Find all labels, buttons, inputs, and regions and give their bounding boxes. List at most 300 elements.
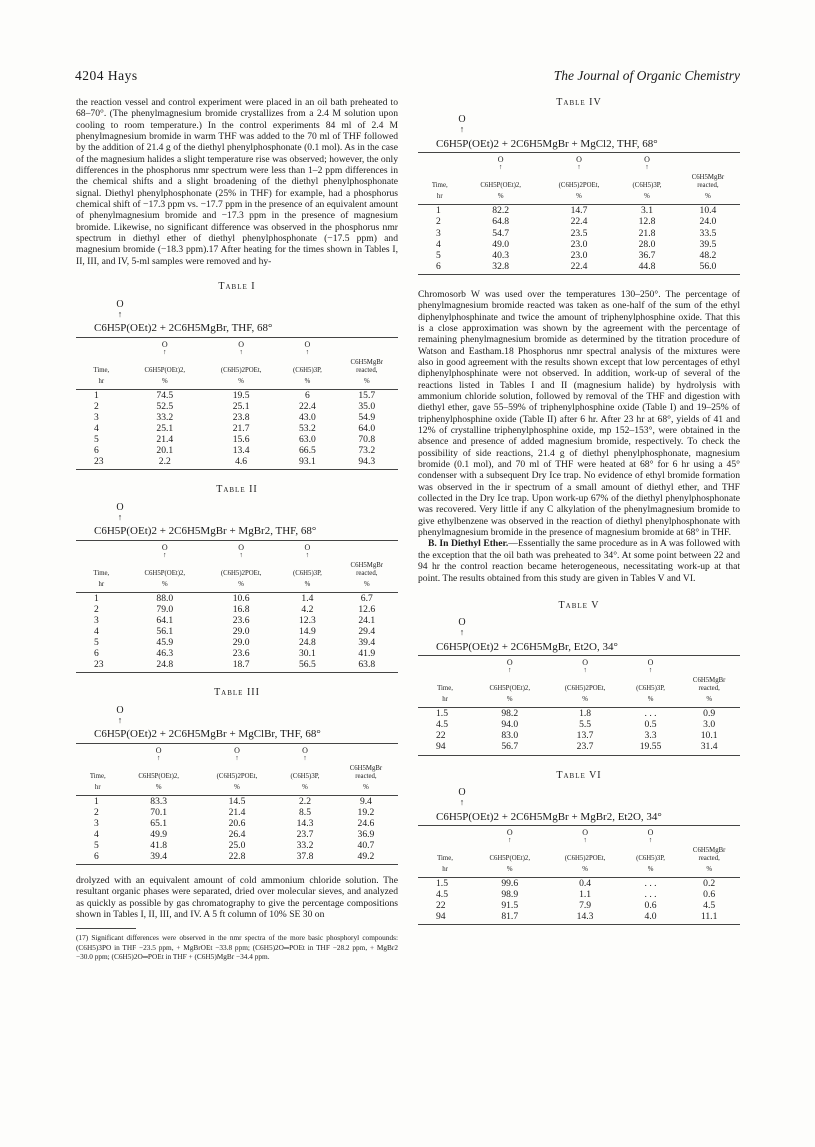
table-cell: 98.9 xyxy=(501,889,519,900)
table-row xyxy=(418,250,740,261)
table-cell: 83.0 xyxy=(501,730,519,742)
table-cell: 45.9 xyxy=(156,636,174,648)
table-cell: 2 xyxy=(94,806,99,818)
column-unit: % xyxy=(363,377,370,385)
column-unit: % xyxy=(304,377,311,385)
table-cell: 0.5 xyxy=(644,719,657,731)
column-header: (C6H5)3P, xyxy=(636,854,665,862)
table-cell: 5 xyxy=(94,839,99,851)
column-unit: hr xyxy=(442,865,448,873)
header-row-oxygen xyxy=(76,337,398,359)
table-cell: 13.7 xyxy=(576,730,594,742)
table-cell: 10.1 xyxy=(700,730,718,742)
table-cell: 54.9 xyxy=(358,411,376,423)
table-cell: 74.5 xyxy=(156,389,174,401)
table-cell: 23 xyxy=(76,456,127,470)
table-cell: 13.4 xyxy=(232,444,250,456)
table-row xyxy=(418,239,740,250)
header-oxygen: O xyxy=(238,339,244,349)
header-row-oxygen xyxy=(418,825,740,847)
right-column xyxy=(418,97,740,925)
header-row-units xyxy=(76,378,398,390)
column-unit: hr xyxy=(98,580,105,588)
table-cell: 39.4 xyxy=(120,851,198,865)
phosphoryl-oxygen: O xyxy=(116,501,124,513)
table-cell: 4.2 xyxy=(301,603,314,615)
diethyl-ether-paragraph xyxy=(418,538,740,583)
table-cell: 73.2 xyxy=(358,444,376,456)
table-cell: 23.7 xyxy=(547,741,622,755)
reaction-equation xyxy=(76,299,398,335)
table-cell: 12.6 xyxy=(358,603,376,615)
table-cell: 63.8 xyxy=(336,659,398,673)
table-row xyxy=(418,216,740,227)
column-unit: % xyxy=(582,865,588,873)
phosphoryl-arrow-icon: ↑ xyxy=(117,308,123,319)
header-row-oxygen xyxy=(76,540,398,562)
table-cell: 56.1 xyxy=(156,625,174,637)
table-cell: 56.0 xyxy=(676,261,740,275)
table-cell: 32.8 xyxy=(462,261,540,275)
phosphoryl-arrow-icon: ↑ xyxy=(117,511,123,522)
table-caption: Table V xyxy=(558,599,600,611)
table-row xyxy=(418,911,740,925)
table-cell: 2 xyxy=(94,400,99,412)
table-cell: 29.4 xyxy=(358,625,376,637)
column-unit: % xyxy=(161,377,168,385)
column-unit: % xyxy=(238,580,244,588)
table-cell: 20.1 xyxy=(156,444,174,456)
table-cell: 15.7 xyxy=(358,389,376,401)
header-arrow-icon: ↑ xyxy=(648,835,653,844)
column-header: Time, xyxy=(437,854,453,862)
table-cell: 6 xyxy=(94,444,99,456)
table-cell: 40.3 xyxy=(492,249,510,261)
table-cell: 14.3 xyxy=(296,817,314,829)
table-row xyxy=(76,840,398,851)
page-number-author: 4204 Hays xyxy=(75,68,138,83)
table-cell: 48.2 xyxy=(699,249,717,261)
table-2 xyxy=(76,484,398,673)
table-row xyxy=(76,434,398,445)
table-cell: 0.9 xyxy=(703,708,716,720)
column-unit: % xyxy=(706,865,712,873)
column-header: (C6H5)2POEt, xyxy=(564,854,606,862)
data-table xyxy=(76,337,398,471)
table-row xyxy=(76,615,398,626)
table-cell: 23.6 xyxy=(232,614,250,626)
table-cell: . . . xyxy=(644,708,657,720)
table-cell: 31.4 xyxy=(678,741,740,755)
column-unit: % xyxy=(582,696,588,704)
table-cell: 2.2 xyxy=(127,456,203,470)
column-header: reacted, xyxy=(698,685,720,693)
table-cell: 33.2 xyxy=(296,839,314,851)
column-unit: % xyxy=(576,193,582,201)
table-cell: 56.7 xyxy=(472,741,547,755)
table-cell: 99.6 xyxy=(501,877,519,889)
table-cell: 46.3 xyxy=(156,647,174,659)
header-row-oxygen xyxy=(418,153,740,175)
equation-text: C6H5P(OEt)2 + 2C6H5MgBr + MgBr2, THF, 68° xyxy=(94,525,317,538)
table-cell: 1.5 xyxy=(436,877,448,889)
header-oxygen: O xyxy=(647,658,654,668)
table-row xyxy=(76,604,398,615)
table-row xyxy=(76,456,398,470)
table-6 xyxy=(418,770,740,926)
column-unit: % xyxy=(647,696,654,704)
header-arrow-icon: ↑ xyxy=(648,666,653,675)
table-cell: 1 xyxy=(94,389,99,401)
table-cell: 24.1 xyxy=(358,614,376,626)
table-cell: 36.7 xyxy=(638,249,656,261)
table-cell: 8.5 xyxy=(299,806,311,818)
column-header: (C6H5)3P, xyxy=(290,772,320,780)
table-cell: 23.5 xyxy=(570,227,588,239)
phosphoryl-arrow-icon: ↑ xyxy=(459,627,465,638)
table-row xyxy=(76,389,398,401)
table-cell: 5 xyxy=(94,636,99,648)
table-cell: 22.8 xyxy=(198,851,276,865)
table-cell: 18.7 xyxy=(203,659,279,673)
table-cell: 23.0 xyxy=(570,249,588,261)
column-header: (C6H5)3P, xyxy=(632,182,662,190)
equation-text: C6H5P(OEt)2 + 2C6H5MgBr, Et2O, 34° xyxy=(436,640,618,653)
table-caption: Table I xyxy=(218,281,256,293)
table-cell: 25.1 xyxy=(156,422,174,434)
table-cell: 65.1 xyxy=(150,817,168,829)
table-row xyxy=(76,659,398,673)
table-cell: 22 xyxy=(436,730,446,742)
table-cell: 49.2 xyxy=(334,851,398,865)
header-arrow-icon: ↑ xyxy=(577,163,581,172)
column-header: (C6H5)2POEt, xyxy=(216,772,258,780)
table-cell: 7.9 xyxy=(579,900,592,912)
table-cell: 24.0 xyxy=(699,216,717,228)
table-cell: 54.7 xyxy=(492,227,510,239)
header-oxygen: O xyxy=(582,827,588,837)
table-cell: 64.8 xyxy=(492,216,510,228)
column-header: C6H5P(OEt)2, xyxy=(480,182,521,190)
column-header: reacted, xyxy=(355,772,377,780)
column-unit: % xyxy=(238,377,244,385)
table-row xyxy=(76,626,398,637)
table-1 xyxy=(76,281,398,470)
reaction-equation xyxy=(418,787,740,823)
phosphoryl-arrow-icon: ↑ xyxy=(459,124,465,135)
table-cell: 5 xyxy=(436,249,441,261)
column-header: C6H5MgBr xyxy=(349,764,383,772)
table-cell: 23.0 xyxy=(570,238,588,250)
table-row xyxy=(76,401,398,412)
table-cell: 0.6 xyxy=(703,889,716,900)
header-arrow-icon: ↑ xyxy=(156,753,161,762)
table-cell: 1.4 xyxy=(301,592,314,604)
section-heading-b: B. In Diethyl Ether. xyxy=(428,538,509,550)
column-unit: % xyxy=(234,783,240,791)
results-paragraph: Chromosorb W was used over the temperatures 130–250°. The percentage of phenylmagnesium bromide reacted was taken as one-half of the sum of the ethyl diphenylphosphinate and twice the amount of triphenylphosphine oxide. That this is a close approximation was shown by the agreement with the percentage of remaining phenylmagnesium bromide as determined by the titration procedure of Watson and Eastham.18 Phosphorus nmr spectral analysis of the mixtures were also in good agreement with the results shown except that low percentages of ethyl diphenylphosphinate were not observed. In addition, work-up of several of the reactions listed in Tables I and II (magnesium halide) by hydrolysis with ammonium chloride solution, followed by removal of the THF and digestion with diethyl ether, gave 55–59% of triphenylphosphine oxide (Table I) and 19–25% of triphenylphosphine oxide (Table II) after 6 hr. After 23 hr at 68°, yields of 41 and 12% of crystalline triphenylphosphine oxide, mp 152–153°, were obtained in the absence and presence of added magnesium bromide, respectively. To check the possibility of side reactions, 21.4 g of diethyl phenylphosphonate, magnesium bromide (0.1 mol), and 70 ml of THF were heated at 68° for 6 hr using a 45° condenser with a subsequent Dry Ice trap. No evidence of ethyl bromide formation was observed in the ir spectrum of a small amount of diethyl ether, and THF collected in the Dry Ice trap. Upon work-up 67% of the diethyl phenylphosphonate was recovered. Very little if any C alkylation of the phenylmagnesium bromide to give ethylbenzene was observed in the reaction of diethyl phenylphosphonate with phenylmagnesium bromide in the presence of magnesium bromide at 68° in THF. xyxy=(418,288,740,539)
table-row xyxy=(76,795,398,807)
table-cell: 1 xyxy=(94,795,99,807)
table-cell: 64.0 xyxy=(358,422,376,434)
column-header: reacted, xyxy=(356,569,378,577)
header-arrow-icon: ↑ xyxy=(239,550,243,559)
data-table xyxy=(418,152,740,275)
header-row-units xyxy=(418,866,740,878)
header-arrow-icon: ↑ xyxy=(498,163,503,172)
equation-text: C6H5P(OEt)2 + 2C6H5MgBr, THF, 68° xyxy=(94,322,273,335)
table-3 xyxy=(76,687,398,865)
table-cell: 1 xyxy=(436,205,441,217)
header-oxygen: O xyxy=(238,542,244,552)
table-cell: 3 xyxy=(436,227,441,239)
column-header: reacted, xyxy=(356,366,378,374)
footnote-17: (17) Significant differences were observed in the nmr spectra of the more basic phosphoryl compounds: (C6H5)3PO in THF −23.5 ppm, + MgBrOEt −33.8 ppm; (C6H5)2O═POEt in THF −28.2 ppm, + MgBr2 −30.0 ppm; (C6H5)2O═POEt in THF + (C6H5)MgBr −34.4 ppm. xyxy=(76,933,398,961)
column-header: Time, xyxy=(93,366,110,374)
table-row xyxy=(418,205,740,217)
table-row xyxy=(76,818,398,829)
phosphoryl-oxygen: O xyxy=(458,114,466,126)
header-arrow-icon: ↑ xyxy=(583,666,587,675)
header-arrow-icon: ↑ xyxy=(507,835,512,844)
column-unit: hr xyxy=(442,696,448,704)
column-header: (C6H5)2POEt, xyxy=(220,366,262,374)
table-cell: 70.1 xyxy=(150,806,168,818)
header-arrow-icon: ↑ xyxy=(239,347,243,356)
phosphoryl-oxygen: O xyxy=(458,786,466,798)
header-oxygen: O xyxy=(234,745,240,755)
table-cell: 49.9 xyxy=(150,828,168,840)
table-cell: 3 xyxy=(94,411,99,423)
header-row-oxygen xyxy=(76,743,398,765)
header-arrow-icon: ↑ xyxy=(583,835,587,844)
table-cell: 1.1 xyxy=(579,889,592,900)
table-cell: 4 xyxy=(436,238,441,250)
table-row xyxy=(418,889,740,900)
table-cell: 23.7 xyxy=(296,828,314,840)
table-cell: 4.5 xyxy=(703,900,716,912)
header-arrow-icon: ↑ xyxy=(163,347,167,356)
table-cell: 9.4 xyxy=(359,795,372,807)
column-header: C6H5MgBr xyxy=(692,677,726,685)
table-cell: 19.2 xyxy=(357,806,375,818)
table-cell: 40.7 xyxy=(357,839,375,851)
header-arrow-icon: ↑ xyxy=(303,753,307,762)
table-row xyxy=(418,719,740,730)
column-unit: % xyxy=(644,193,650,201)
table-cell: 98.2 xyxy=(501,708,519,720)
table-cell: 19.55 xyxy=(623,741,679,755)
table-cell: 14.3 xyxy=(547,911,622,925)
outro-paragraph: drolyzed with an equivalent amount of cold ammonium chloride solution. The resultant organic phases were separated, dried over molecular sieves, and analyzed as quickly as possible by gas chromatography to give the percentage compositions shown in Tables I, II, III, and IV. A 5 ft column of 10% SE 30 on xyxy=(76,875,398,921)
column-header: (C6H5)3P, xyxy=(292,366,322,374)
table-cell: 12.8 xyxy=(638,216,656,228)
header-oxygen: O xyxy=(644,155,650,165)
table-cell: 37.8 xyxy=(276,851,334,865)
table-cell: 82.2 xyxy=(492,205,510,217)
table-cell: 24.6 xyxy=(357,817,375,829)
header-oxygen: O xyxy=(506,827,513,837)
table-row xyxy=(418,877,740,889)
table-cell: 23.6 xyxy=(232,647,250,659)
header-row-labels xyxy=(418,677,740,696)
header-arrow-icon: ↑ xyxy=(305,550,310,559)
table-cell: 2 xyxy=(436,216,441,228)
table-cell: . . . xyxy=(644,877,657,889)
table-cell: 16.8 xyxy=(232,603,250,615)
column-unit: % xyxy=(304,580,311,588)
table-cell: 25.0 xyxy=(228,839,246,851)
header-row-labels xyxy=(76,359,398,378)
table-row xyxy=(76,851,398,865)
table-cell: 22 xyxy=(436,900,446,912)
header-oxygen: O xyxy=(302,745,308,755)
table-cell: 91.5 xyxy=(501,900,519,912)
column-unit: % xyxy=(363,580,370,588)
data-table xyxy=(418,655,740,755)
header-row-labels xyxy=(76,765,398,784)
header-row-units xyxy=(418,193,740,205)
table-cell: 0.4 xyxy=(579,877,592,889)
table-4 xyxy=(418,97,740,275)
column-unit: hr xyxy=(94,783,101,791)
table-cell: 6.7 xyxy=(360,592,373,604)
table-row xyxy=(76,829,398,840)
equation-text: C6H5P(OEt)2 + 2C6H5MgBr + MgCl2, THF, 68° xyxy=(436,138,658,150)
page-header xyxy=(75,68,740,88)
table-cell: 1.5 xyxy=(436,708,448,720)
table-cell: 63.0 xyxy=(299,433,316,445)
header-oxygen: O xyxy=(497,155,504,165)
table-cell: 49.0 xyxy=(492,238,510,250)
table-cell: 56.5 xyxy=(279,659,335,673)
table-cell: 4 xyxy=(94,828,99,840)
table-cell: 1.8 xyxy=(579,708,592,720)
table-row xyxy=(76,648,398,659)
section-b-body: —Essentially the same procedure as in A was followed with the exception that the oil bath was preheated to 34°. At some point between 22 and 94 hr the control reaction became heterogeneous, necessitating work-up at that point. The results obtained from this study are given in Tables V and VI. xyxy=(418,538,741,584)
table-cell: 19.5 xyxy=(232,389,250,401)
column-unit: % xyxy=(161,580,168,588)
table-cell: 33.5 xyxy=(699,227,717,239)
table-cell: 5 xyxy=(94,433,99,445)
column-header: C6H5P(OEt)2, xyxy=(489,854,531,862)
table-cell: 24.8 xyxy=(127,659,203,673)
table-cell: 94.3 xyxy=(336,456,398,470)
column-header: C6H5P(OEt)2, xyxy=(144,366,186,374)
table-cell: 23.8 xyxy=(232,411,250,423)
table-cell: 10.4 xyxy=(699,205,717,217)
table-cell: 15.6 xyxy=(232,433,250,445)
header-oxygen: O xyxy=(582,658,588,668)
table-cell: 23 xyxy=(76,659,127,673)
column-header: C6H5P(OEt)2, xyxy=(489,685,531,693)
table-cell: 21.8 xyxy=(638,227,656,239)
reaction-equation xyxy=(76,502,398,538)
phosphoryl-oxygen: O xyxy=(458,617,466,629)
table-caption: Table III xyxy=(214,687,260,699)
table-cell: 12.3 xyxy=(299,614,316,626)
table-row xyxy=(76,637,398,648)
table-cell: 4 xyxy=(94,625,99,637)
table-cell: 6 xyxy=(94,647,99,659)
table-row xyxy=(76,423,398,434)
table-caption: Table IV xyxy=(556,97,602,108)
table-cell: 21.4 xyxy=(156,433,174,445)
header-arrow-icon: ↑ xyxy=(645,163,649,172)
table-cell: 4 xyxy=(94,422,99,434)
column-unit: % xyxy=(363,783,369,791)
intro-paragraph: the reaction vessel and control experiment were placed in an oil bath preheated to 68–70°. (The phenylmagnesium bromide crystallizes from a 2.4 M solution upon cooling to room temperature.) In the control experiments 84 ml of 2.4 M phenylmagnesium bromide in warm THF was added to the 70 ml of THF followed by the addition of 21.4 g of the diethyl phenylphosphonate (0.1 mol). As in the case of the magnesium halides a slight temperature rise was observed; however, the only differences in the phosphorus nmr spectrum were less than 1–2 ppm differences in the chemical shifts and a slight broadening of the diethyl phenylphosphonate signal. Diethyl phenylphosphonate (25% in THF) for example, had a phosphorus chemical shift of −17.3 ppm vs. −17.7 ppm in the presence of an equivalent amount of phenylmagnesium bromide and −17.3 ppm in the presence of magnesium bromide. Likewise, no significant difference was observed in the phosphorus nmr spectrum in diethyl ether of diethyl phenylphosphonate (−17.5 ppm) and magnesium bromide (−18.3 ppm).17 After heating for the times shown in Tables I, II, III, and IV, 5-ml samples were removed and hy- xyxy=(76,97,398,267)
column-header: (C6H5)3P, xyxy=(636,685,665,693)
table-row xyxy=(418,741,740,755)
table-cell: 94.0 xyxy=(501,719,519,731)
column-unit: % xyxy=(705,193,711,201)
header-row-units xyxy=(418,696,740,708)
column-header: (C6H5)2POEt, xyxy=(564,685,606,693)
table-cell: 21.7 xyxy=(232,422,250,434)
reaction-equation xyxy=(418,617,740,653)
journal-title: The Journal of Organic Chemistry xyxy=(553,68,740,83)
table-cell: 83.3 xyxy=(150,795,168,807)
table-cell: 10.6 xyxy=(232,592,250,604)
table-cell: 52.5 xyxy=(156,400,174,412)
header-arrow-icon: ↑ xyxy=(235,753,239,762)
table-cell: 14.7 xyxy=(570,205,588,217)
column-unit: % xyxy=(706,696,712,704)
header-arrow-icon: ↑ xyxy=(507,666,512,675)
column-header: Time, xyxy=(93,569,110,577)
column-header: (C6H5)2POEt, xyxy=(220,569,262,577)
table-cell: 22.4 xyxy=(540,261,618,275)
table-cell: 94 xyxy=(418,911,472,925)
table-row xyxy=(418,228,740,239)
header-arrow-icon: ↑ xyxy=(305,347,310,356)
header-oxygen: O xyxy=(155,745,162,755)
table-cell: 3.0 xyxy=(703,719,716,731)
column-unit: hr xyxy=(98,377,105,385)
table-row xyxy=(418,708,740,720)
header-row-labels xyxy=(418,847,740,866)
table-cell: 88.0 xyxy=(156,592,174,604)
column-header: (C6H5)2POEt, xyxy=(558,182,600,190)
phosphoryl-arrow-icon: ↑ xyxy=(459,796,465,807)
column-unit: % xyxy=(647,865,654,873)
table-cell: 4.6 xyxy=(203,456,279,470)
header-row-labels xyxy=(418,174,740,193)
table-cell: 14.5 xyxy=(228,795,246,807)
table-cell: 2.2 xyxy=(299,795,311,807)
column-unit: % xyxy=(506,696,513,704)
table-cell: 79.0 xyxy=(156,603,174,615)
table-cell: 3.1 xyxy=(641,205,653,217)
table-cell: 30.1 xyxy=(299,647,316,659)
data-table xyxy=(76,743,398,866)
header-oxygen: O xyxy=(506,658,513,668)
header-row-units xyxy=(76,784,398,796)
data-table xyxy=(418,825,740,925)
table-cell: 3.3 xyxy=(644,730,657,742)
footnote-rule xyxy=(76,928,136,929)
table-cell: 0.6 xyxy=(644,900,657,912)
table-cell: 94 xyxy=(418,741,472,755)
table-cell: 2 xyxy=(94,603,99,615)
table-cell: 93.1 xyxy=(279,456,335,470)
column-unit: % xyxy=(155,783,162,791)
table-cell: 53.2 xyxy=(299,422,316,434)
header-arrow-icon: ↑ xyxy=(163,550,167,559)
table-cell: 21.4 xyxy=(228,806,246,818)
left-column xyxy=(76,97,398,968)
